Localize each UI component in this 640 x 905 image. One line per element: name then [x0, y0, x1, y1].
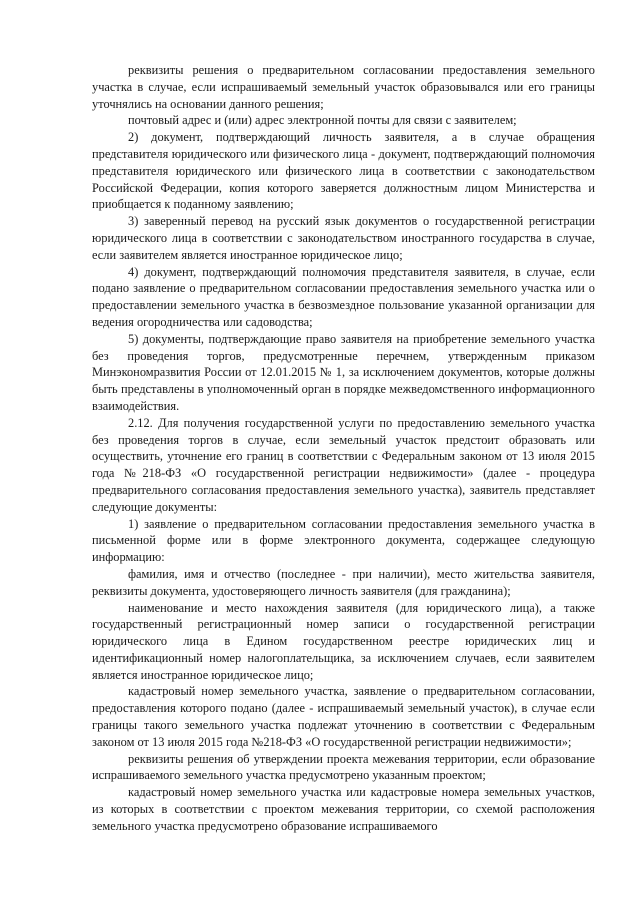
paragraph: кадастровый номер земельного участка, заявление о предварительном согласовании, предоставления которого подано (далее - испрашиваемый земельный участок), в случае если границы такого земельного участка подлежат уточнению в соответствии с Федеральным законом от 13 июля 2015 года №218-ФЗ «О государственной регистрации недвижимости»; [92, 684, 595, 749]
paragraph: 3) заверенный перевод на русский язык документов о государственной регистрации юридического лица в соответствии с законодательством иностранного государства в случае, если заявителем является иностранное юридическое лицо; [92, 214, 595, 262]
paragraph: кадастровый номер земельного участка или кадастровые номера земельных участков, из которых в соответствии с проектом межевания территории, со схемой расположения земельного участка предусмотрено образование испрашиваемого [92, 785, 595, 833]
paragraph: фамилия, имя и отчество (последнее - при наличии), место жительства заявителя, реквизиты документа, удостоверяющего личность заявителя (для гражданина); [92, 566, 595, 598]
document-body [92, 62, 595, 835]
paragraph: 1) заявление о предварительном согласовании предоставления земельного участка в письменной форме или в форме электронного документа, содержащее следующую информацию: [92, 516, 595, 565]
paragraph: 4) документ, подтверждающий полномочия представителя заявителя, в случае, если подано заявление о предварительном согласовании предоставления земельного участка или о предоставлении земельного участка в безвозмездное пользование указанной организации для ведения огородничества или садоводства; [92, 264, 595, 329]
paragraph: 5) документы, подтверждающие право заявителя на приобретение земельного участка без проведения торгов, предусмотренные перечнем, утвержденным приказом Минэкономразвития России от 12.01.2015 № 1, за исключением документов, которые должны быть представлены в уполномоченный орган в порядке межведомственного информационного взаимодействия. [92, 331, 595, 413]
paragraph: 2) документ, подтверждающий личность заявителя, а в случае обращения представителя юридического или физического лица - документ, подтверждающий полномочия представителя юридического или физического лица в соответствии с законодательством Российской Федерации, копия которого заверяется должностным лицом Министерства и приобщается к поданному заявлению; [92, 130, 595, 212]
paragraph: наименование и место нахождения заявителя (для юридического лица), а также государственный регистрационный номер записи о государственной регистрации юридического лица в Едином государственном реестре юридических лиц и идентификационный номер налогоплательщика, за исключением случаев, если заявителем является иностранное юридическое лицо; [92, 600, 595, 682]
paragraph: реквизиты решения о предварительном согласовании предоставления земельного участка в случае, если испрашиваемый земельный участок образовывался или его границы уточнялись на основании данного решения; [92, 63, 595, 111]
paragraph: почтовый адрес и (или) адрес электронной почты для связи с заявителем; [128, 113, 517, 128]
paragraph: реквизиты решения об утверждении проекта межевания территории, если образование испрашиваемого земельного участка предусмотрено указанным проектом; [92, 751, 595, 783]
paragraph: 2.12. Для получения государственной услуги по предоставлению земельного участка без проведения торгов в случае, если земельный участок предстоит образовать или осуществить, уточнение его границ в соответствии с Федеральным законом от 13 июля 2015 года №218-ФЗ «О государственной регистрации недвижимости» (далее - процедура предварительного согласования предоставления земельного участка), заявитель представляет следующие документы: [92, 415, 595, 514]
